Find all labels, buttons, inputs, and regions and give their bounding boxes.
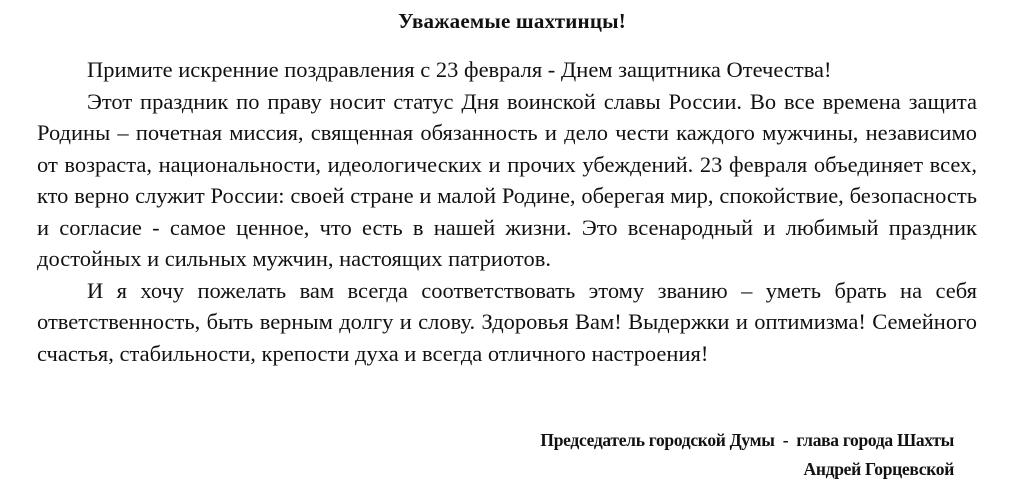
signature-position: Председатель городской Думы - глава города Шахты (540, 430, 954, 450)
paragraph-greeting: Примите искренние поздравления с 23 февраля - Днем защитника Отечества! (87, 57, 832, 82)
signature-block (540, 426, 954, 484)
letter-body (37, 54, 977, 369)
signature-name: Андрей Горцевской (803, 459, 954, 479)
paragraph-holiday-description: Этот праздник по праву носит статус Дня воинской славы России. Во все времена защита Родины – почетная миссия, священная обязанность и дело чести каждого мужчины, независимо от возраста, национальности, идеологических и прочих убеждений. 23 февраля объединяет всех, кто верно служит России: своей стране и малой Родине, оберегая мир, спокойствие, безопасность и согласие - самое ценное, что есть в нашей жизни. Это всенародный и любимый праздник достойных и сильных мужчин, настоящих патриотов. (37, 88, 977, 271)
letter-title: Уважаемые шахтинцы! (398, 9, 626, 33)
paragraph-wishes: И я хочу пожелать вам всегда соответствовать этому званию – уметь брать на себя ответственность, быть верным долгу и слову. Здоровья Вам! Выдержки и оптимизма! Семейного счастья, стабильности, крепости духа и всегда отличного настроения! (37, 277, 977, 366)
